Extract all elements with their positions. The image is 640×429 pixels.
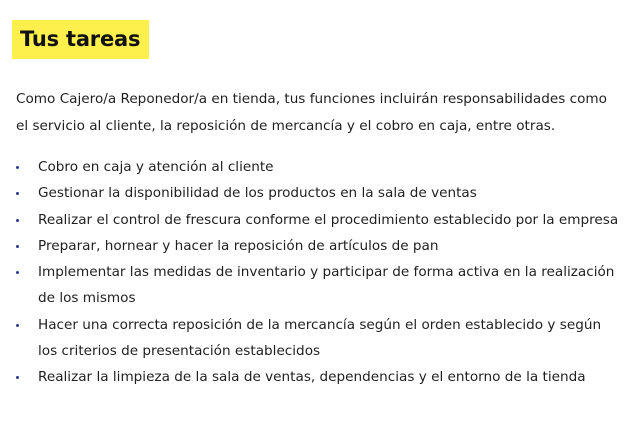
bullet-icon bbox=[16, 271, 19, 274]
bullet-icon bbox=[16, 245, 19, 248]
list-item bbox=[0, 259, 620, 312]
intro-paragraph: Como Cajero/a Reponedor/a en tienda, tus funciones incluirán responsabilidades como el servicio al cliente, la reposición de mercancía y el cobro en caja, entre otras. bbox=[16, 91, 607, 134]
bullet-icon bbox=[16, 324, 19, 327]
list-item-text: Realizar la limpieza de la sala de ventas, dependencias y el entorno de la tienda bbox=[38, 369, 586, 386]
list-item-text: Preparar, hornear y hacer la reposición de artículos de pan bbox=[38, 237, 439, 254]
bullet-icon bbox=[16, 192, 19, 195]
list-item bbox=[0, 364, 620, 390]
list-item bbox=[0, 180, 620, 206]
bullet-icon bbox=[16, 166, 19, 169]
bullet-icon bbox=[16, 376, 19, 379]
list-item-text: Implementar las medidas de inventario y participar de forma activa en la realización de los mismos bbox=[38, 264, 615, 307]
list-item-text: Realizar el control de frescura conforme el procedimiento establecido por la empresa bbox=[38, 211, 619, 228]
list-item-text: Cobro en caja y atención al cliente bbox=[38, 159, 274, 175]
task-list bbox=[0, 154, 620, 391]
title-highlight bbox=[12, 20, 149, 59]
list-item bbox=[0, 154, 620, 180]
list-item-text: Gestionar la disponibilidad de los productos en la sala de ventas bbox=[38, 185, 477, 202]
list-item bbox=[0, 233, 620, 259]
list-item bbox=[0, 312, 620, 365]
bullet-icon bbox=[16, 219, 19, 222]
list-item-text: Hacer una correcta reposición de la mercancía según el orden establecido y según los criterios de presentación establecidos bbox=[38, 316, 602, 360]
list-item bbox=[0, 207, 620, 233]
page-title: Tus tareas bbox=[20, 27, 141, 51]
